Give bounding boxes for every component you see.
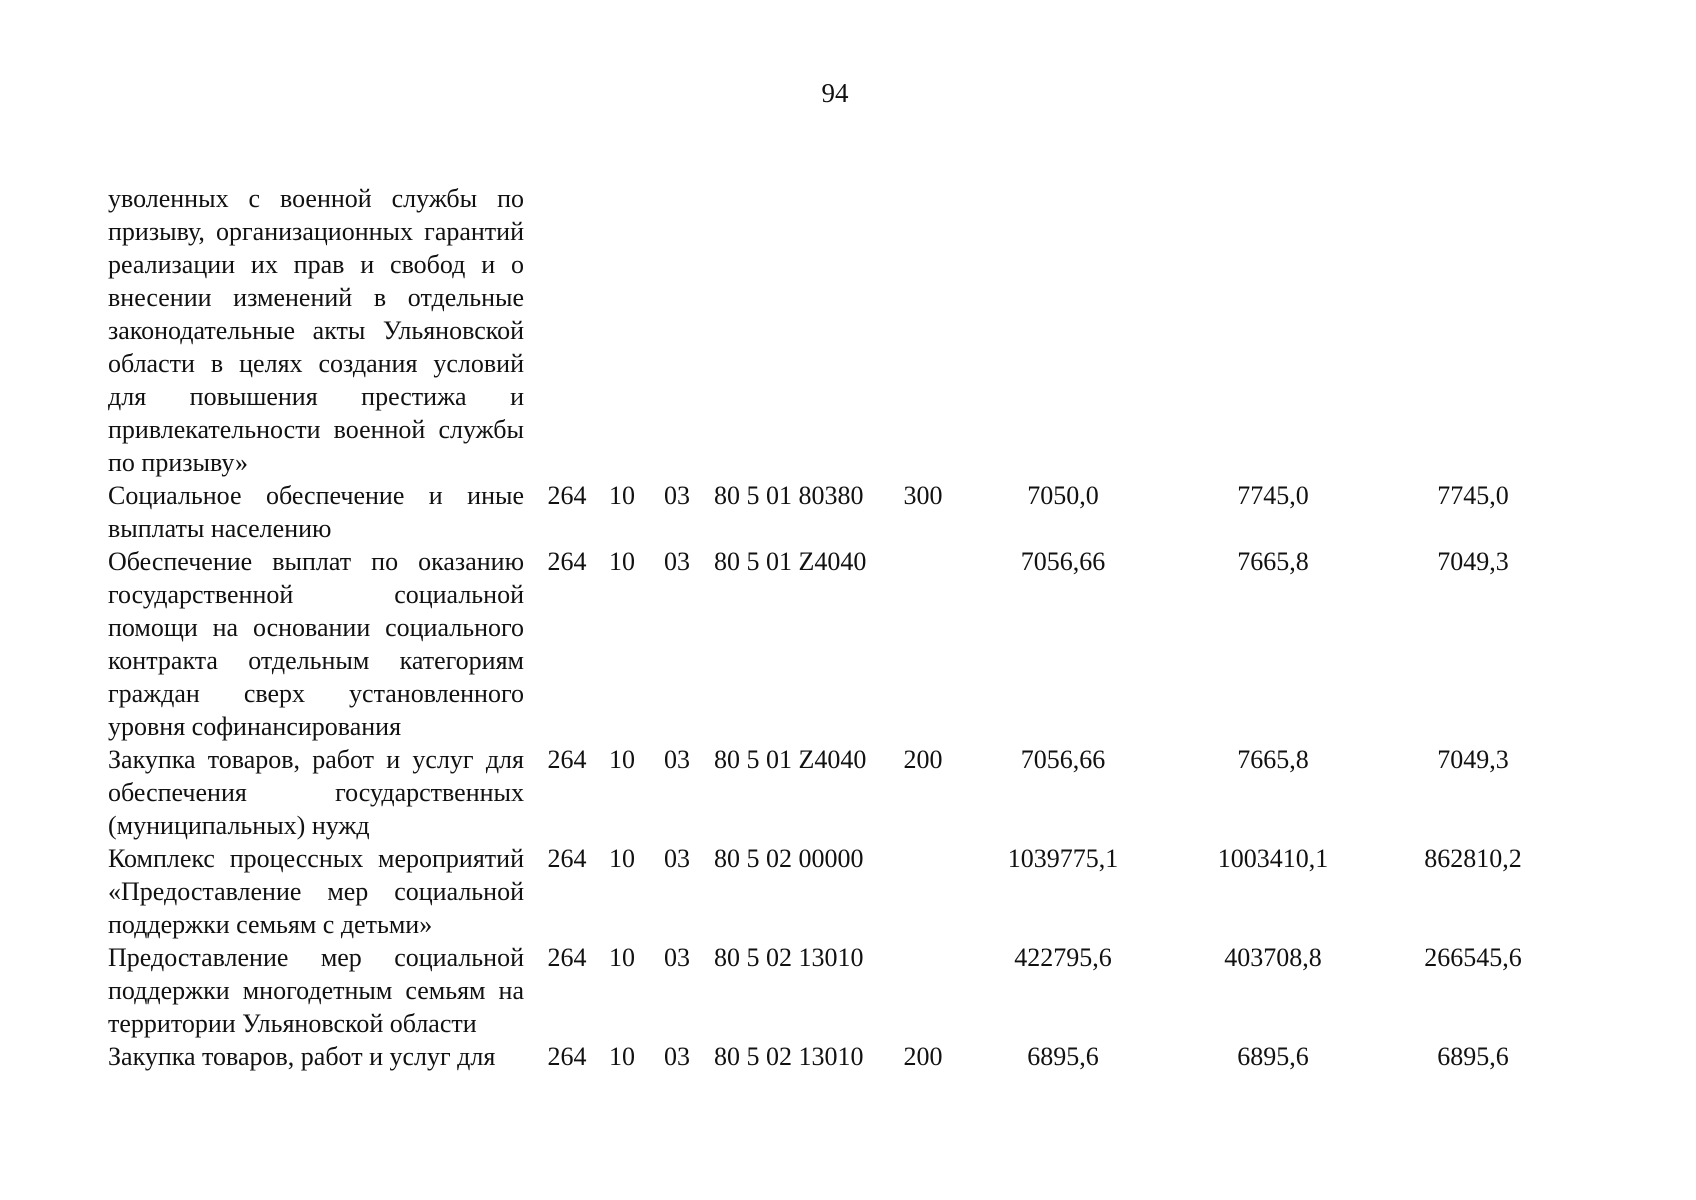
row-target-article: 80 5 01 80380 (714, 481, 864, 510)
row-subsection: 03 (664, 481, 690, 510)
row-expense-type (888, 182, 958, 479)
row-amount-year-2: 403708,8 (1224, 943, 1322, 972)
row-amount-year-2: 7665,8 (1237, 745, 1309, 774)
row-admin-code: 264 (547, 943, 587, 972)
row-expense-type (888, 545, 958, 743)
row-amount-year-3: 7745,0 (1437, 481, 1509, 510)
row-amount-year-2: 1003410,1 (1217, 844, 1329, 873)
table-row (108, 1040, 1568, 1073)
row-target-article: 80 5 02 13010 (714, 943, 864, 972)
row-subsection: 03 (664, 1042, 690, 1071)
row-section: 10 (609, 943, 635, 972)
row-name: Закупка товаров, работ и услуг для обеспечения государственных (муниципальных) нужд (108, 745, 524, 840)
row-subsection: 03 (664, 547, 690, 576)
row-subsection: 03 (664, 745, 690, 774)
row-name: уволенных с военной службы по призыву, организационных гарантий реализации их прав и свобод и о внесении изменений в отдельные законодательные акты Ульяновской области в целях создания условий для повышения престижа и привлекательности военной службы по призыву» (108, 184, 524, 477)
row-target-article: 80 5 01 Z4040 (714, 547, 867, 576)
row-amount-year-3: 7049,3 (1437, 547, 1509, 576)
row-section: 10 (609, 547, 635, 576)
row-name: Предоставление мер социальной поддержки многодетным семьям на территории Ульяновской области (108, 943, 524, 1038)
table-row (108, 743, 1568, 842)
row-amount-year-3: 7049,3 (1437, 745, 1509, 774)
row-amount-year-1: 7050,0 (1027, 481, 1099, 510)
row-admin-code: 264 (547, 1042, 587, 1071)
row-admin-code: 264 (547, 547, 587, 576)
row-amount-year-2: 6895,6 (1237, 1042, 1309, 1071)
row-target-article: 80 5 02 00000 (714, 844, 864, 873)
row-expense-type (888, 842, 958, 941)
row-section (598, 182, 646, 479)
row-amount-year-3: 862810,2 (1424, 844, 1522, 873)
row-section: 10 (609, 745, 635, 774)
row-amount-year-1: 6895,6 (1027, 1042, 1099, 1071)
table-row (108, 479, 1568, 545)
row-amount-year-1: 422795,6 (1014, 943, 1112, 972)
row-name: Социальное обеспечение и иные выплаты населению (108, 481, 524, 543)
row-section: 10 (609, 844, 635, 873)
table-row (108, 941, 1568, 1040)
row-amount-year-1: 1039775,1 (1007, 844, 1119, 873)
page-number: 94 (821, 78, 849, 108)
row-section: 10 (609, 481, 635, 510)
row-expense-type: 300 (903, 481, 943, 510)
row-admin-code (536, 182, 598, 479)
row-amount-year-1 (958, 182, 1168, 479)
row-expense-type: 200 (903, 1042, 943, 1071)
row-amount-year-3: 6895,6 (1437, 1042, 1509, 1071)
row-amount-year-2: 7665,8 (1237, 547, 1309, 576)
row-amount-year-1: 7056,66 (1020, 745, 1106, 774)
row-subsection: 03 (664, 943, 690, 972)
row-admin-code: 264 (547, 844, 587, 873)
row-amount-year-1: 7056,66 (1020, 547, 1106, 576)
row-amount-year-2: 7745,0 (1237, 481, 1309, 510)
row-subsection (646, 182, 708, 479)
row-name: Обеспечение выплат по оказанию государственной социальной помощи на основании социального контракта отдельным категориям граждан сверх установленного уровня софинансирования (108, 547, 524, 741)
row-name: Закупка товаров, работ и услуг для (108, 1042, 496, 1071)
row-name: Комплекс процессных мероприятий «Предоставление мер социальной поддержки семьям с детьми» (108, 844, 524, 939)
row-admin-code: 264 (547, 745, 587, 774)
row-expense-type (888, 941, 958, 1040)
budget-table (108, 182, 1568, 1073)
row-section: 10 (609, 1042, 635, 1071)
table-row (108, 842, 1568, 941)
row-target-article: 80 5 01 Z4040 (714, 745, 867, 774)
row-subsection: 03 (664, 844, 690, 873)
table-row (108, 545, 1568, 743)
table-row (108, 182, 1568, 479)
row-expense-type: 200 (903, 745, 943, 774)
row-amount-year-3 (1378, 182, 1568, 479)
row-amount-year-3: 266545,6 (1424, 943, 1522, 972)
row-target-article (708, 182, 888, 479)
row-admin-code: 264 (547, 481, 587, 510)
row-amount-year-2 (1168, 182, 1378, 479)
row-target-article: 80 5 02 13010 (714, 1042, 864, 1071)
budget-table-container (108, 182, 1568, 1073)
